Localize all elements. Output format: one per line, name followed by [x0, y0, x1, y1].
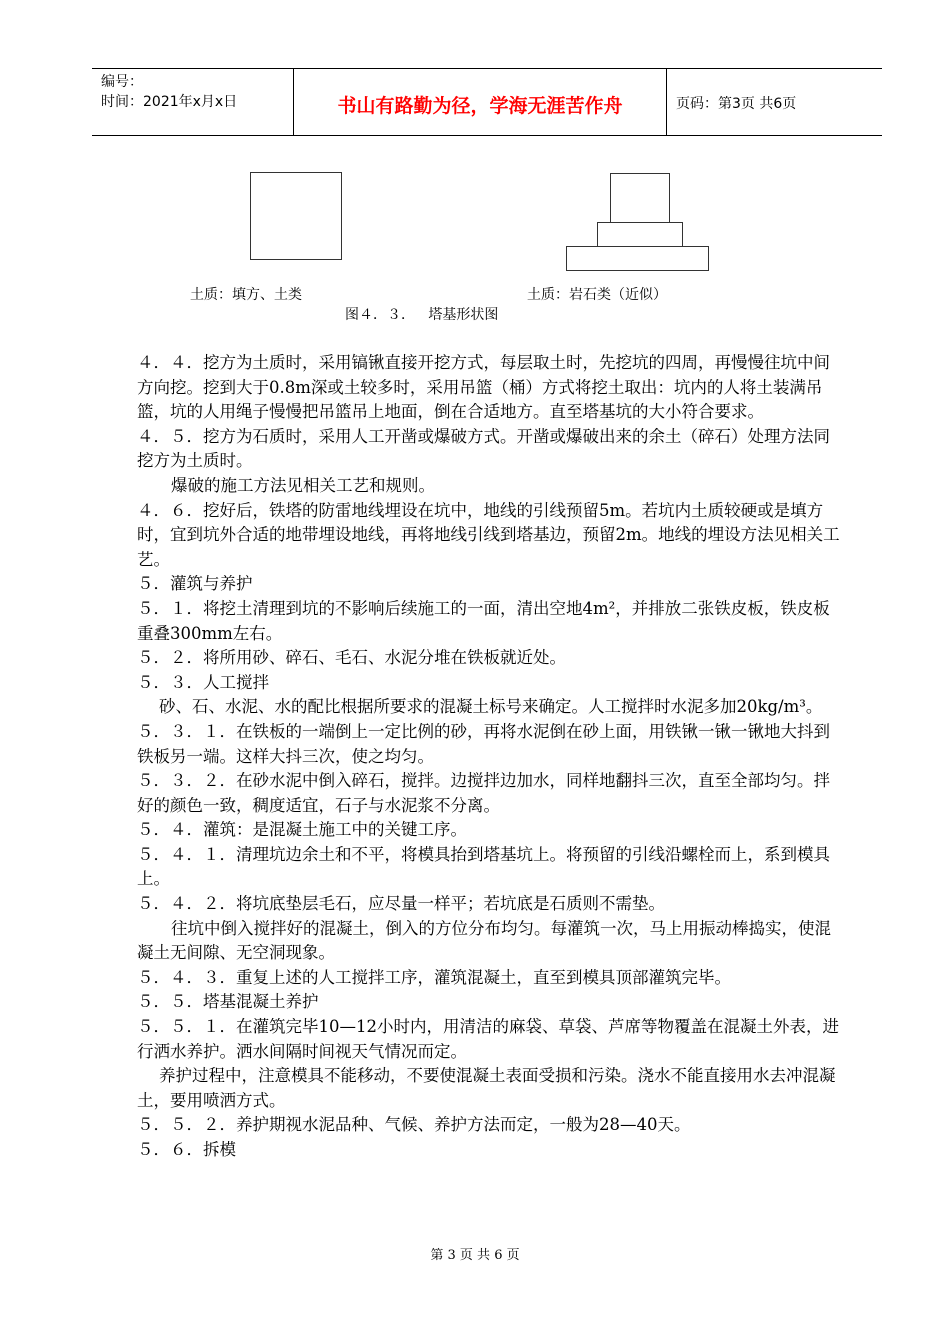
body-paragraph: ４．５．挖方为石质时，采用人工开凿或爆破方式。开凿或爆破出来的余土（碎石）处理方法同挖方为土质时。: [137, 426, 830, 471]
body-paragraph: ５．３．人工搅拌: [137, 672, 269, 692]
figure-label-fill-soil: 土质：填方、土类: [190, 287, 302, 303]
header-bottom-rule: [92, 135, 882, 136]
rock-base-top-block: [610, 173, 670, 223]
header-meta: [101, 72, 237, 112]
rock-base-middle-step: [597, 222, 683, 247]
body-paragraph: ５．６．拆模: [137, 1140, 236, 1159]
fill-soil-base-shape: [250, 172, 342, 260]
body-paragraph: ４．４．挖方为土质时，采用镐锹直接开挖方式，每层取土时，先挖坑的四周，再慢慢往坑中间方向挖。挖到大于0.8m深或土较多时，采用吊篮（桶）方式将挖土取出：坑内的人将土装满吊篮，坑的人用绳子慢慢把吊篮吊上地面，倒在合适地方。直至塔基坑的大小符合要求。: [137, 353, 830, 422]
rock-base-bottom-step: [566, 246, 709, 271]
body-paragraph: ４．６．挖好后，铁塔的防雷地线埋设在坑中，地线的引线预留5m。若坑内土质较硬或是填方时，宜到坑外合适的地带埋设地线，再将地线引线到塔基边，预留2m。地线的埋设方法见相关工艺。: [137, 500, 840, 569]
footer-page-number: 第 3 页 共 6 页: [430, 1248, 520, 1263]
body-paragraph: ５．４．灌筑：是混凝土施工中的关键工序。: [137, 820, 467, 840]
body-paragraph: ５．５．塔基混凝土养护: [137, 992, 319, 1012]
header-page-info: 页码：第3页 共6页: [676, 96, 797, 112]
document-number: 编号：: [101, 74, 143, 90]
document-time: 时间：2021年x月x日: [101, 94, 238, 110]
figure-label-rock: 土质：岩石类（近似）: [527, 287, 667, 303]
figure-caption: 图４．３． 塔基形状图: [345, 307, 499, 323]
body-paragraph: ５．３．２．在砂水泥中倒入碎石，搅拌。边搅拌边加水，同样地翻抖三次，直至全部均匀。拌好的颜色一致，稠度适宜，石子与水泥浆不分离。: [137, 771, 830, 815]
body-paragraph: 爆破的施工方法见相关工艺和规则。: [171, 475, 435, 495]
header-divider-right: [666, 68, 667, 135]
body-paragraph: 养护过程中，注意模具不能移动，不要使混凝土表面受损和污染。浇水不能直接用水去冲混凝土，要用喷洒方式。: [137, 1066, 836, 1110]
body-paragraph: ５．灌筑与养护: [137, 574, 253, 594]
header-motto: 书山有路勤为径，学海无涯苦作舟: [337, 95, 623, 117]
body-paragraph: ５．５．２．养护期视水泥品种、气候、养护方法而定，一般为28—40天。: [137, 1115, 691, 1135]
document-body: [137, 351, 842, 1163]
body-paragraph: 砂、石、水泥、水的配比根据所要求的混凝土标号来确定。人工搅拌时水泥多加20kg/m³。: [159, 697, 823, 717]
body-paragraph: 往坑中倒入搅拌好的混凝土，倒入的方位分布均匀。每灌筑一次，马上用振动棒捣实，使混凝土无间隙、无空洞现象。: [137, 918, 831, 963]
body-paragraph: ５．４．１．清理坑边余土和不平，将模具抬到塔基坑上。将预留的引线沿螺栓而上，系到模具上。: [137, 844, 830, 889]
body-paragraph: ５．４．２．将坑底垫层毛石，应尽量一样平；若坑底是石质则不需垫。: [137, 894, 665, 914]
body-paragraph: ５．５．１．在灌筑完毕10—12小时内，用清洁的麻袋、草袋、芦席等物覆盖在混凝土外表，进行洒水养护。洒水间隔时间视天气情况而定。: [137, 1017, 839, 1061]
body-paragraph: ５．４．３．重复上述的人工搅拌工序，灌筑混凝土，直至到模具顶部灌筑完毕。: [137, 967, 731, 987]
body-paragraph: ５．３．１．在铁板的一端倒上一定比例的砂，再将水泥倒在砂上面，用铁锹一锹一锹地大抖到铁板另一端。这样大抖三次，使之均匀。: [137, 721, 830, 766]
body-paragraph: ５．１．将挖土清理到坑的不影响后续施工的一面，清出空地4m²，并排放二张铁皮板，铁皮板重叠300mm左右。: [137, 598, 830, 643]
body-paragraph: ５．２．将所用砂、碎石、毛石、水泥分堆在铁板就近处。: [137, 648, 566, 668]
header-top-rule: [92, 68, 882, 69]
